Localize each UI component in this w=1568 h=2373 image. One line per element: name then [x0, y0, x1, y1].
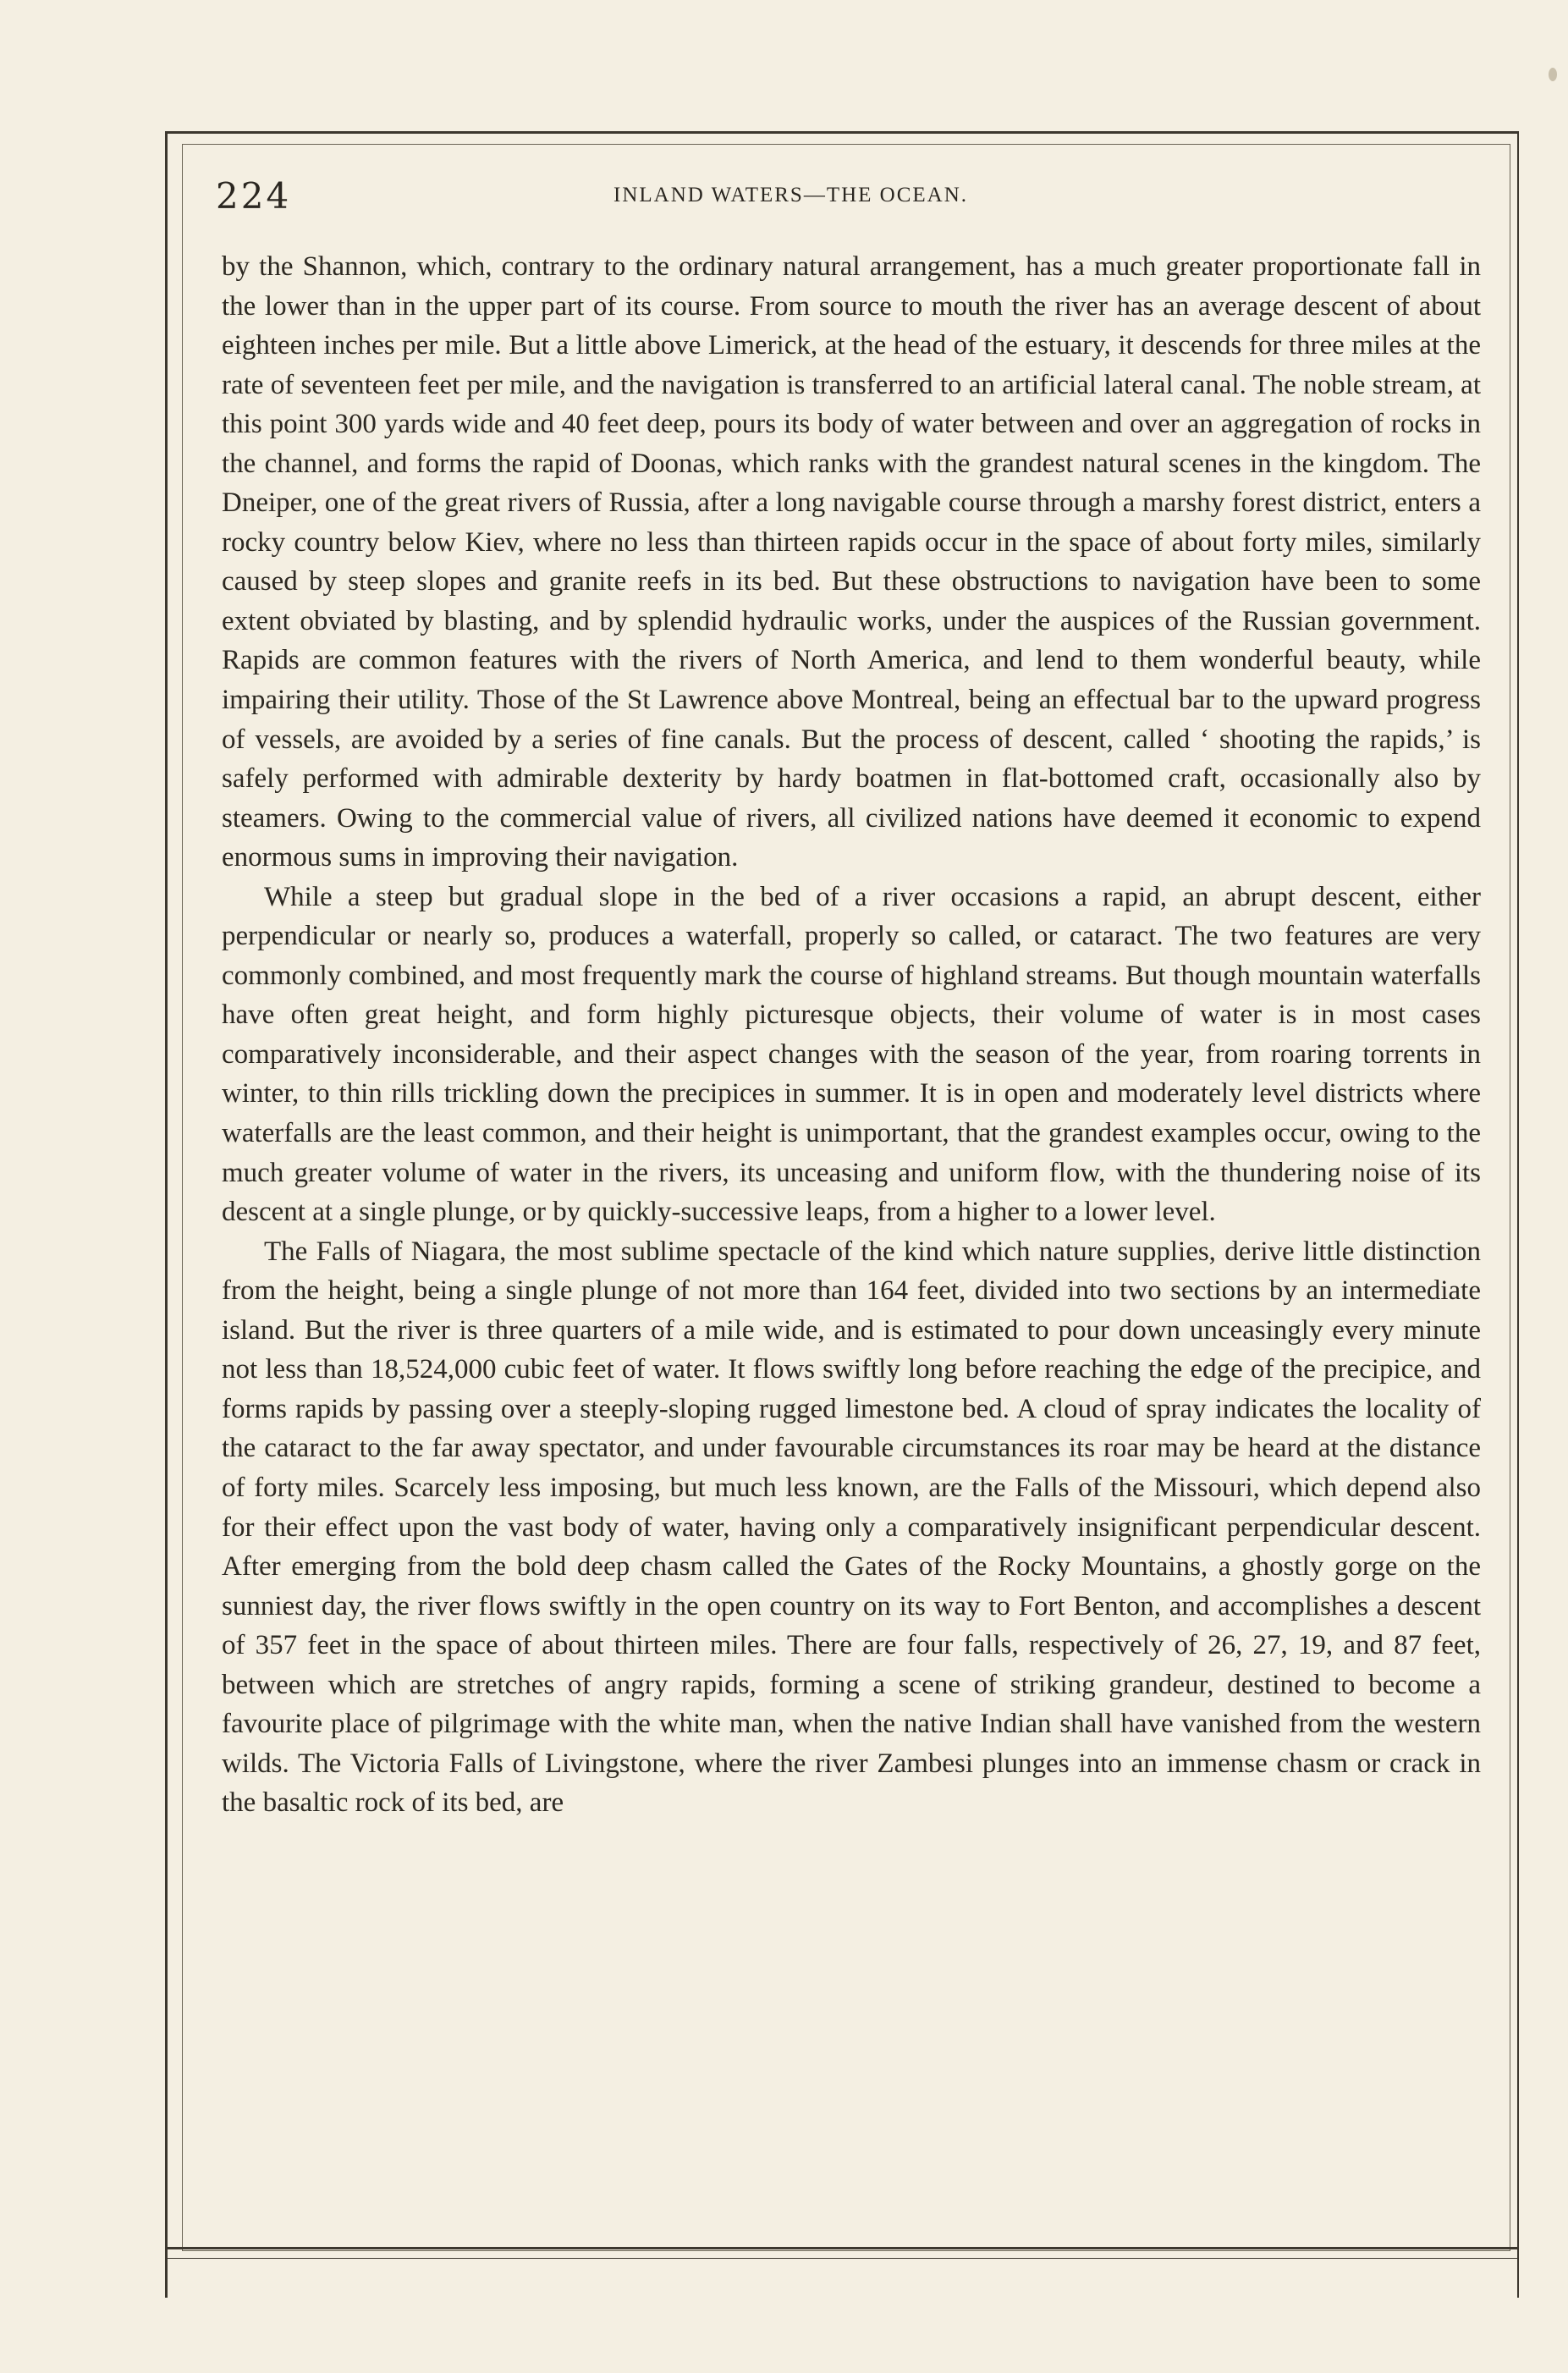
body-text [222, 247, 1481, 1823]
paragraph-1: by the Shannon, which, contrary to the ordinary natural arrangement, has a much greater proportionate fall in the lower than in the upper part of its course. From source to mouth the river has an average descent of about eighteen inches per mile. But a little above Limerick, at the head of the estuary, it descends for three miles at the rate of seventeen feet per mile, and the navigation is transferred to an artificial lateral canal. The noble stream, at this point 300 yards wide and 40 feet deep, pours its body of water between and over an aggregation of rocks in the channel, and forms the rapid of Doonas, which ranks with the grandest natural scenes in the kingdom. The Dneiper, one of the great rivers of Russia, after a long navigable course through a marshy forest district, enters a rocky country below Kiev, where no less than thirteen rapids occur in the space of about forty miles, similarly caused by steep slopes and granite reefs in its bed. But these obstructions to navigation have been to some extent obviated by blasting, and by splendid hydraulic works, under the auspices of the Russian government. Rapids are common features with the rivers of North America, and lend to them wonderful beauty, while impairing their utility. Those of the St Lawrence above Montreal, being an effectual bar to the upward progress of vessels, are avoided by a series of fine canals. But the process of descent, called ‘ shooting the rapids,’ is safely performed with admirable dexterity by hardy boatmen in flat-bottomed craft, occasionally also by steamers. Owing to the commercial value of rivers, all civilized nations have deemed it economic to expend enormous sums in improving their navigation. [222, 251, 1481, 873]
paper-speck [1549, 68, 1557, 81]
bottom-rule-thin [165, 2258, 1519, 2259]
bottom-rule-thick [165, 2247, 1519, 2249]
page-number: 224 [216, 175, 292, 217]
paragraph-3: The Falls of Niagara, the most sublime spectacle of the kind which nature supplies, derive little distinction from the height, being a single plunge of not more than 164 feet, divided into two sections by an intermediate island. But the river is three quarters of a mile wide, and is estimated to pour down unceasingly every minute not less than 18,524,000 cubic feet of water. It flows swiftly long before reaching the edge of the precipice, and forms rapids by passing over a steeply-sloping rugged limestone bed. A cloud of spray indicates the locality of the cataract to the far away spectator, and under favourable circumstances its roar may be heard at the distance of forty miles. Scarcely less imposing, but much less known, are the Falls of the Missouri, which depend also for their effect upon the vast body of water, having only a comparatively insignificant perpendicular descent. After emerging from the bold deep chasm called the Gates of the Rocky Mountains, a ghostly gorge on the sunniest day, the river flows swiftly in the open country on its way to Fort Benton, and accomplishes a descent of 357 feet in the space of about thirteen miles. There are four falls, respectively of 26, 27, 19, and 87 feet, between which are stretches of angry rapids, forming a scene of striking grandeur, destined to become a favourite place of pilgrimage with the white man, when the native Indian shall have vanished from the western wilds. The Victoria Falls of Livingstone, where the river Zambesi plunges into an immense chasm or crack in the basaltic rock of its bed, are [222, 1236, 1481, 1819]
running-head [216, 173, 1485, 224]
paragraph-2: While a steep but gradual slope in the bed of a river occasions a rapid, an abrupt descent, either perpendicular or nearly so, produces a waterfall, properly so called, or cataract. The two features are very commonly combined, and most frequently mark the course of highland streams. But though mountain waterfalls have often great height, and form highly picturesque objects, their volume of water is in most cases comparatively inconsiderable, and their aspect changes with the season of the year, from roaring torrents in winter, to thin rills trickling down the precipices in summer. It is in open and moderately level districts where waterfalls are the least common, and their height is unimportant, that the grandest examples occur, owing to the much greater volume of water in the rivers, its unceasing and uniform flow, with the thundering noise of its descent at a single plunge, or by quickly-successive leaps, from a higher to a lower level. [222, 881, 1481, 1228]
running-title: INLAND WATERS—THE OCEAN. [613, 184, 969, 206]
